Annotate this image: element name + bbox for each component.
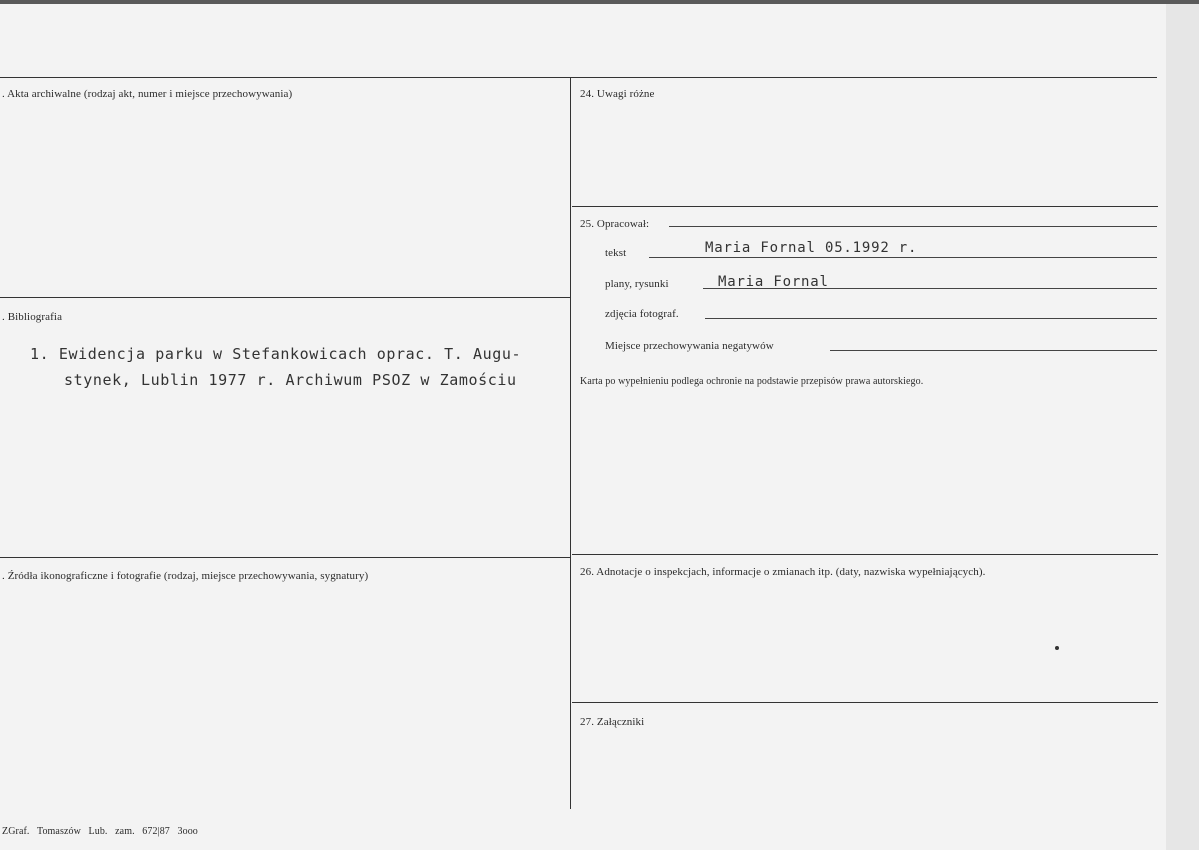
rule-after-24 xyxy=(572,206,1158,207)
opracowal-line xyxy=(669,226,1157,227)
plany-line xyxy=(703,288,1157,289)
tekst-label: tekst xyxy=(605,247,627,259)
section-22-label: . Bibliografia xyxy=(2,311,63,323)
miejsce-label: Miejsce przechowywania negatywów xyxy=(605,340,774,352)
bibliography-entry-line-1: 1. Ewidencja parku w Stefankowicach oprac. T. Augu- xyxy=(30,345,522,363)
miejsce-line xyxy=(830,350,1157,351)
plany-label: plany, rysunki xyxy=(605,278,669,290)
section-21-label: . Akta archiwalne (rodzaj akt, numer i miejsce przechowywania) xyxy=(2,88,293,100)
copyright-note: Karta po wypełnieniu podlega ochronie na podstawie przepisów prawa autorskiego. xyxy=(580,376,924,387)
ink-dot xyxy=(1055,646,1059,650)
tekst-value: Maria Fornal 05.1992 r. xyxy=(705,240,918,256)
center-divider xyxy=(570,77,571,809)
zdjecia-label: zdjęcia fotograf. xyxy=(605,308,679,320)
bibliography-entry-line-2: stynek, Lublin 1977 r. Archiwum PSOZ w Zamościu xyxy=(64,371,517,389)
zdjecia-line xyxy=(705,318,1157,319)
rule-after-26 xyxy=(572,702,1158,703)
rule-after-22 xyxy=(0,557,570,558)
section-25-label: 25. Opracował: xyxy=(580,218,650,230)
plany-value: Maria Fornal xyxy=(718,274,829,290)
rule-after-21 xyxy=(0,297,570,298)
section-23-label: . Źródła ikonograficzne i fotografie (rodzaj, miejsce przechowywania, sygnatury) xyxy=(2,570,369,582)
page-margin-shadow xyxy=(1166,4,1199,850)
section-27-label: 27. Załączniki xyxy=(580,716,645,728)
rule-after-25 xyxy=(572,554,1158,555)
section-24-label: 24. Uwagi różne xyxy=(580,88,655,100)
tekst-line xyxy=(649,257,1157,258)
top-rule xyxy=(0,77,1157,78)
printer-imprint: ZGraf. Tomaszów Lub. zam. 672|87 3ooo xyxy=(2,826,198,837)
section-26-label: 26. Adnotacje o inspekcjach, informacje o zmianach itp. (daty, nazwiska wypełniających). xyxy=(580,566,986,578)
top-edge xyxy=(0,0,1199,4)
